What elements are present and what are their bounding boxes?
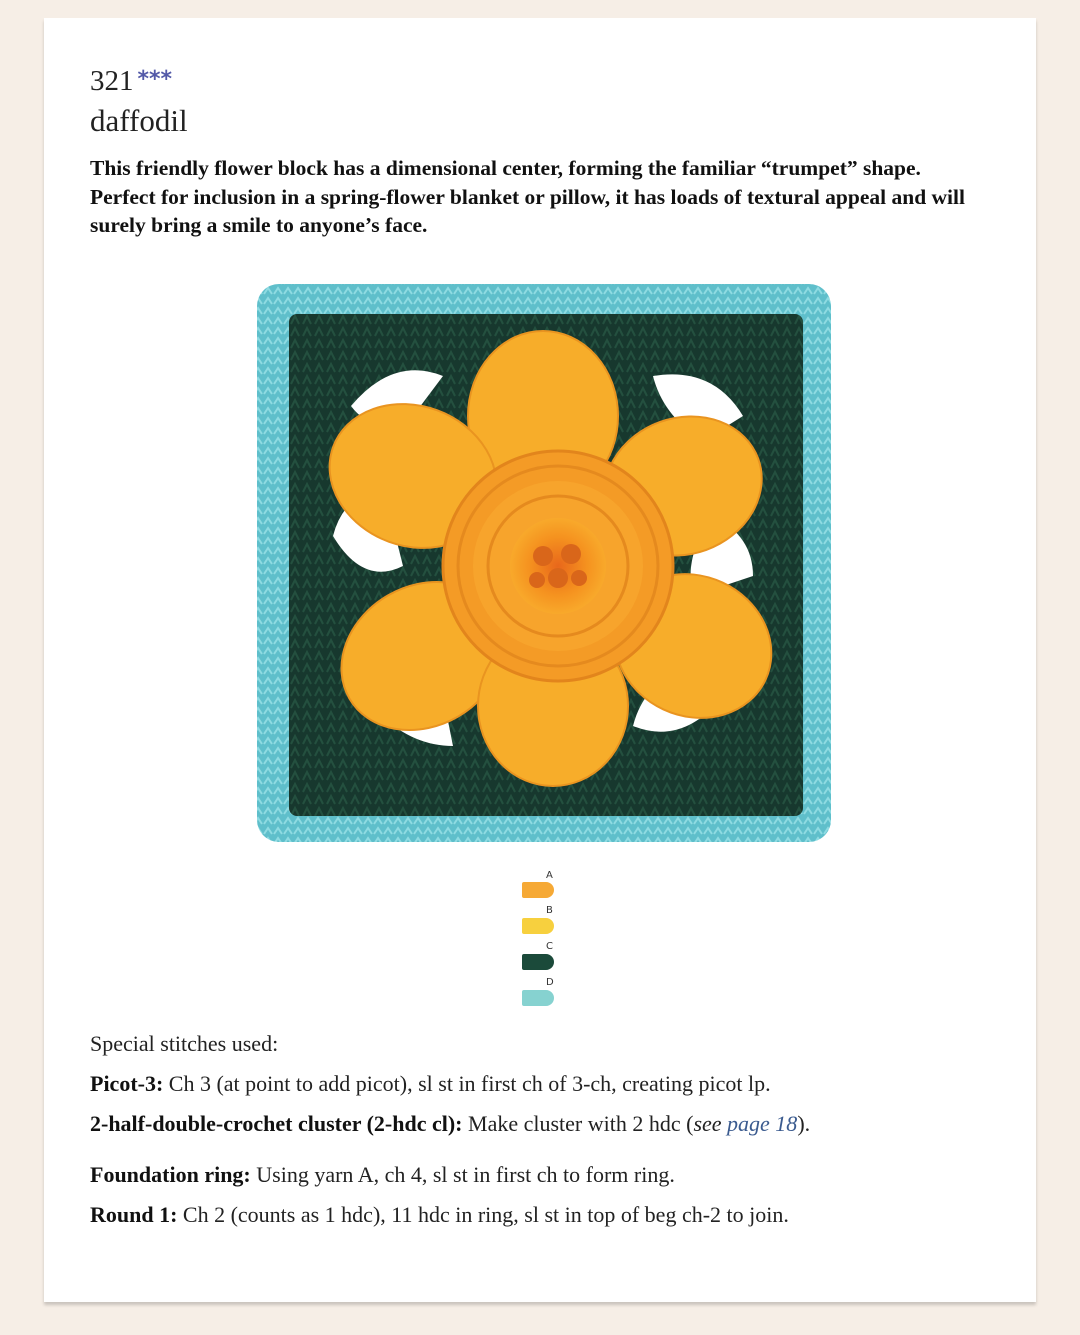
daffodil-block-photo — [253, 266, 833, 844]
swatch-letter-c: C — [546, 941, 553, 952]
foundation-text: Using yarn A, ch 4, sl st in first ch to form ring. — [250, 1162, 675, 1187]
cluster-instruction — [90, 1110, 810, 1138]
round1-label: Round 1: — [90, 1202, 178, 1227]
swatch-a — [522, 882, 554, 898]
swatch-letter-a: A — [546, 870, 553, 881]
foundation-label: Foundation ring: — [90, 1162, 251, 1187]
swatch-d — [522, 990, 554, 1006]
round1-text: Ch 2 (counts as 1 hdc), 11 hdc in ring, sl st in top of beg ch-2 to join. — [177, 1202, 789, 1227]
pattern-number — [90, 64, 172, 101]
cluster-label: 2-half-double-crochet cluster (2-hdc cl): — [90, 1111, 463, 1136]
swatch-letter-d: D — [546, 977, 554, 988]
swatch-b — [522, 918, 554, 934]
pattern-number-text: 321 — [90, 65, 134, 97]
foundation-ring-instruction — [90, 1161, 675, 1189]
picot-label: Picot-3: — [90, 1071, 164, 1096]
pattern-title: daffodil — [90, 103, 188, 138]
difficulty-stars: *** — [137, 67, 173, 92]
picot-instruction — [90, 1070, 771, 1098]
document-page — [44, 18, 1036, 1302]
cluster-end: ). — [797, 1111, 811, 1136]
page-18-link[interactable]: page 18 — [727, 1111, 798, 1136]
cluster-see: see — [693, 1111, 722, 1136]
round-1-instruction — [90, 1201, 789, 1229]
swatch-c — [522, 954, 554, 970]
yarn-color-key — [518, 868, 578, 1013]
swatch-letter-b: B — [546, 905, 553, 916]
intro-paragraph: This friendly flower block has a dimensional center, forming the familiar “trumpet” shape. Perfect for inclusion in a spring-flower blanket or pillow, it has loads of textural appeal and will surely bring a smile to anyone’s face. — [90, 156, 965, 237]
special-stitches-heading: Special stitches used: — [90, 1031, 279, 1056]
picot-text: Ch 3 (at point to add picot), sl st in first ch of 3-ch, creating picot lp. — [163, 1071, 771, 1096]
cluster-text: Make cluster with 2 hdc ( — [462, 1111, 694, 1136]
